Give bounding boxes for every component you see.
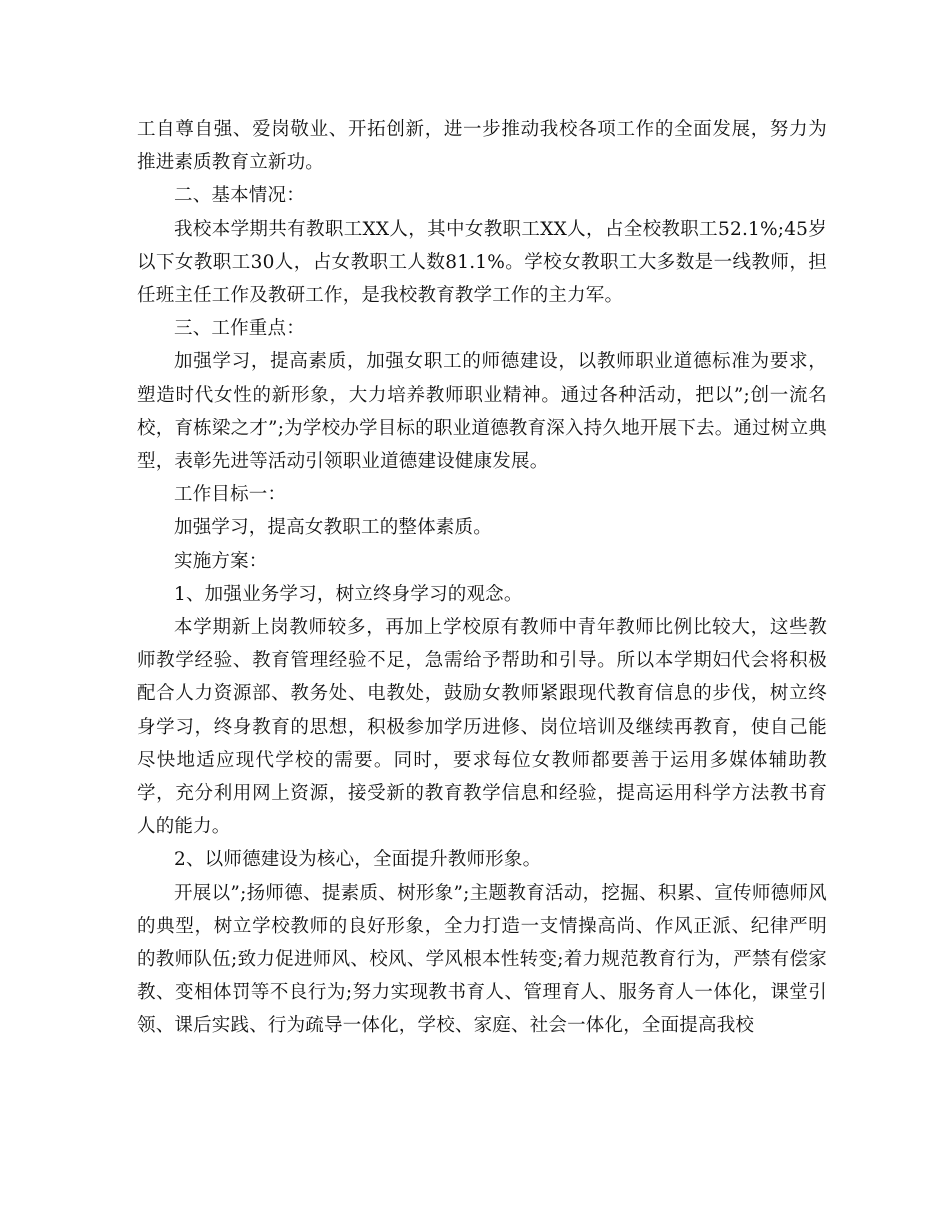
paragraph-continuation: 工自尊自强、爱岗敬业、开拓创新，进一步推动我校各项工作的全面发展，努力为推进素质教育立新功。	[137, 119, 827, 174]
paragraph-item-2: 开展以”;扬师德、提素质、树形象”;主题教育活动，挖掘、积累、宣传师德师风的典型，树立学校教师的良好形象，全力打造一支情操高尚、作风正派、纪律严明的教师队伍;致力促进师风、校风、学风根本性转变;着力规范教育行为，严禁有偿家教、变相体罚等不良行为;努力实现教书育人、管理育人、服务育人一体化，课堂引领、课后实践、行为疏导一体化，学校、家庭、社会一体化，全面提高我校	[137, 882, 827, 1037]
heading-item-1: 1、加强业务学习，树立终身学习的观念。	[174, 583, 523, 605]
heading-work-focus: 三、工作重点：	[174, 318, 305, 340]
document-body	[137, 113, 827, 1043]
heading-basic-situation: 二、基本情况：	[174, 185, 305, 207]
paragraph-work-focus: 加强学习，提高素质，加强女职工的师德建设，以教师职业道德标准为要求，塑造时代女性的新形象，大力培养教师职业精神。通过各种活动，把以”;创一流名校，育栋梁之才”;为学校办学目标的职业道德教育深入持久地开展下去。通过树立典型，表彰先进等活动引领职业道德建设健康发展。	[137, 351, 827, 473]
paragraph-staff-statistics: 我校本学期共有教职工XX人，其中女教职工XX人，占全校教职工52.1%;45岁以下女教职工30人，占女教职工人数81.1%。学校女教职工大多数是一线教师，担任班主任工作及教研工作，是我校教育教学工作的主力军。	[137, 218, 827, 307]
heading-implementation-plan: 实施方案：	[174, 550, 268, 572]
heading-item-2: 2、以师德建设为核心，全面提升教师形象。	[174, 849, 542, 871]
heading-goal-one: 工作目标一：	[174, 484, 287, 506]
paragraph-goal-one: 加强学习，提高女教职工的整体素质。	[174, 517, 492, 539]
paragraph-item-1: 本学期新上岗教师较多，再加上学校原有教师中青年教师比例比较大，这些教师教学经验、教育管理经验不足，急需给予帮助和引导。所以本学期妇代会将积极配合人力资源部、教务处、电教处，鼓励女教师紧跟现代教育信息的步伐，树立终身学习，终身教育的思想，积极参加学历进修、岗位培训及继续再教育，使自己能尽快地适应现代学校的需要。同时，要求每位女教师都要善于运用多媒体辅助教学，充分利用网上资源，接受新的教育教学信息和经验，提高运用科学方法教书育人的能力。	[137, 617, 827, 838]
